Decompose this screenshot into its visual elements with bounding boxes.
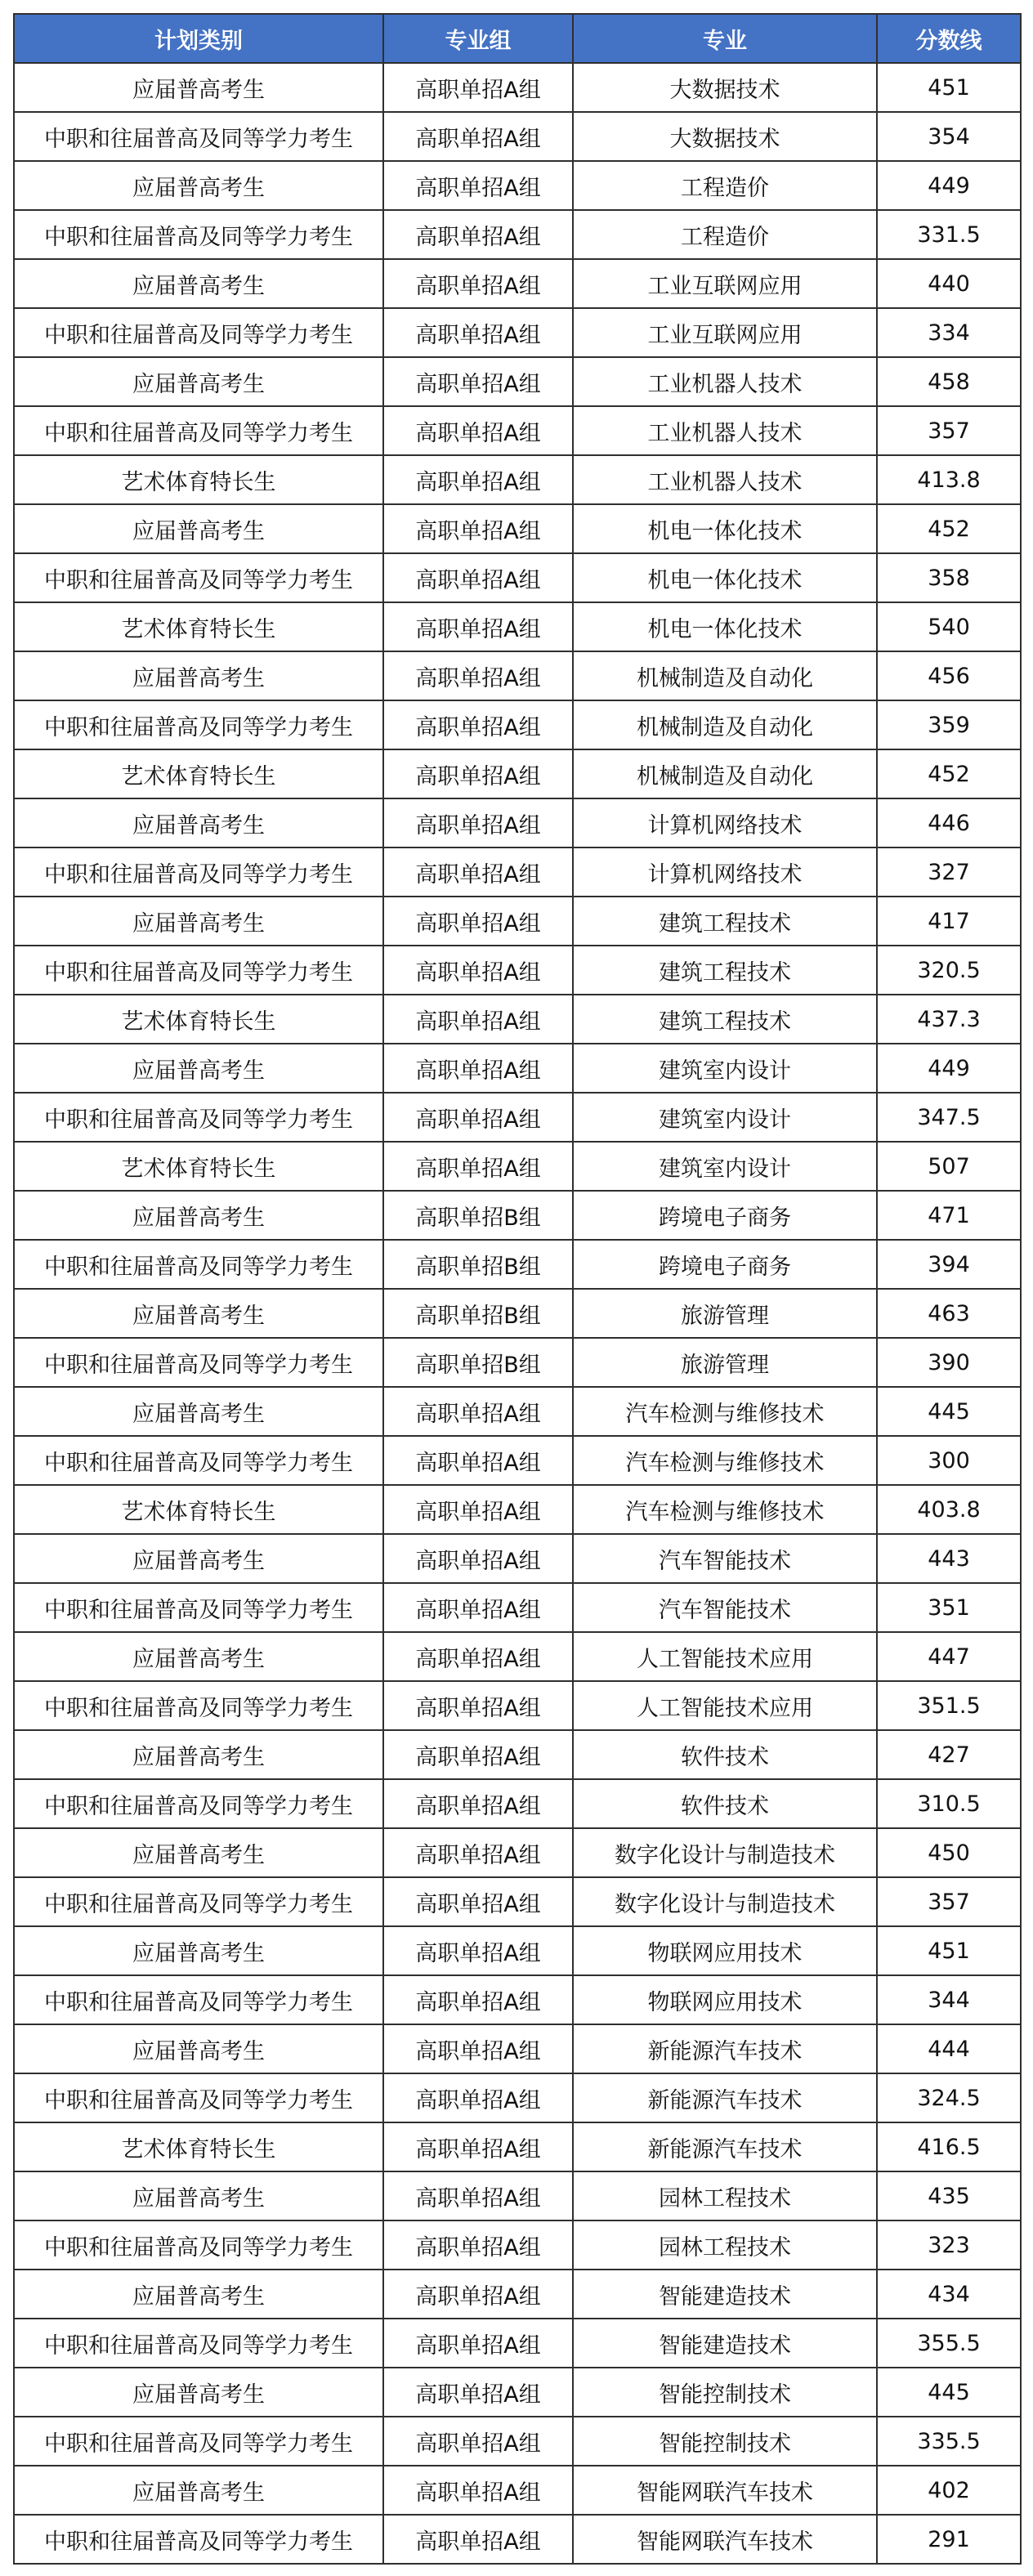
- table-row: [14, 700, 1021, 749]
- table-row: [14, 259, 1021, 308]
- cell-score-line: 413.8: [877, 455, 1021, 504]
- table-row: [14, 1730, 1021, 1779]
- cell-score-line: 451: [877, 1926, 1021, 1975]
- cell-major-group: 高职单招A组: [383, 946, 573, 995]
- cell-major-group: 高职单招A组: [383, 1093, 573, 1142]
- table-header: [14, 14, 1021, 63]
- cell-major-group: 高职单招A组: [383, 2515, 573, 2564]
- table-row: [14, 210, 1021, 259]
- cell-major-group: 高职单招A组: [383, 798, 573, 847]
- table-row: [14, 2220, 1021, 2270]
- cell-major: 智能控制技术: [573, 2368, 877, 2417]
- table-body: [14, 63, 1021, 2564]
- cell-major-group: 高职单招A组: [383, 2417, 573, 2466]
- header-major: 专业: [573, 14, 877, 63]
- cell-plan-category: 应届普高考生: [14, 2368, 383, 2417]
- cell-major: 人工智能技术应用: [573, 1681, 877, 1730]
- table-row: [14, 1779, 1021, 1828]
- cell-score-line: 300: [877, 1436, 1021, 1485]
- cell-score-line: 443: [877, 1534, 1021, 1583]
- cell-score-line: 458: [877, 357, 1021, 406]
- table-row: [14, 2466, 1021, 2515]
- cell-major: 新能源汽车技术: [573, 2122, 877, 2171]
- cell-plan-category: 中职和往届普高及同等学力考生: [14, 210, 383, 259]
- cell-major-group: 高职单招A组: [383, 1730, 573, 1779]
- cell-score-line: 394: [877, 1240, 1021, 1289]
- cell-major-group: 高职单招A组: [383, 63, 573, 112]
- cell-plan-category: 中职和往届普高及同等学力考生: [14, 308, 383, 357]
- cell-score-line: 456: [877, 651, 1021, 700]
- table-row: [14, 602, 1021, 651]
- cell-score-line: 447: [877, 1632, 1021, 1681]
- cell-major-group: 高职单招A组: [383, 1975, 573, 2024]
- cell-major: 工业机器人技术: [573, 406, 877, 455]
- cell-major: 数字化设计与制造技术: [573, 1877, 877, 1926]
- cell-score-line: 351.5: [877, 1681, 1021, 1730]
- table-row: [14, 1191, 1021, 1240]
- cell-score-line: 452: [877, 504, 1021, 553]
- table-row: [14, 1583, 1021, 1632]
- cell-major: 数字化设计与制造技术: [573, 1828, 877, 1877]
- cell-major: 工程造价: [573, 161, 877, 210]
- cell-major: 智能网联汽车技术: [573, 2466, 877, 2515]
- cell-major: 智能控制技术: [573, 2417, 877, 2466]
- cell-major: 汽车检测与维修技术: [573, 1387, 877, 1436]
- cell-score-line: 445: [877, 1387, 1021, 1436]
- cell-major: 园林工程技术: [573, 2220, 877, 2270]
- score-table-page: [13, 13, 1020, 2565]
- cell-major-group: 高职单招A组: [383, 749, 573, 798]
- table-row: [14, 112, 1021, 161]
- table-row: [14, 1387, 1021, 1436]
- cell-score-line: 358: [877, 553, 1021, 602]
- cell-major-group: 高职单招A组: [383, 1485, 573, 1534]
- cell-major-group: 高职单招A组: [383, 2220, 573, 2270]
- cell-score-line: 331.5: [877, 210, 1021, 259]
- cell-major: 跨境电子商务: [573, 1191, 877, 1240]
- table-row: [14, 1926, 1021, 1975]
- cell-major-group: 高职单招A组: [383, 210, 573, 259]
- cell-major: 物联网应用技术: [573, 1975, 877, 2024]
- table-row: [14, 1240, 1021, 1289]
- cell-score-line: 347.5: [877, 1093, 1021, 1142]
- cell-major: 计算机网络技术: [573, 798, 877, 847]
- cell-plan-category: 中职和往届普高及同等学力考生: [14, 2073, 383, 2122]
- cell-plan-category: 应届普高考生: [14, 2270, 383, 2319]
- table-row: [14, 553, 1021, 602]
- cell-major: 计算机网络技术: [573, 847, 877, 897]
- cell-major: 物联网应用技术: [573, 1926, 877, 1975]
- cell-major-group: 高职单招A组: [383, 1681, 573, 1730]
- cell-major-group: 高职单招A组: [383, 455, 573, 504]
- cell-score-line: 445: [877, 2368, 1021, 2417]
- cell-major-group: 高职单招A组: [383, 2122, 573, 2171]
- cell-major-group: 高职单招A组: [383, 1436, 573, 1485]
- cell-plan-category: 中职和往届普高及同等学力考生: [14, 1681, 383, 1730]
- table-row: [14, 1142, 1021, 1191]
- cell-score-line: 437.3: [877, 995, 1021, 1044]
- cell-score-line: 440: [877, 259, 1021, 308]
- table-row: [14, 995, 1021, 1044]
- cell-score-line: 354: [877, 112, 1021, 161]
- cell-plan-category: 中职和往届普高及同等学力考生: [14, 2515, 383, 2564]
- cell-score-line: 417: [877, 897, 1021, 946]
- table-row: [14, 1044, 1021, 1093]
- cell-score-line: 471: [877, 1191, 1021, 1240]
- cell-major-group: 高职单招A组: [383, 651, 573, 700]
- cell-major: 建筑室内设计: [573, 1142, 877, 1191]
- table-row: [14, 1289, 1021, 1338]
- table-row: [14, 1093, 1021, 1142]
- cell-major: 大数据技术: [573, 63, 877, 112]
- table-row: [14, 847, 1021, 897]
- cell-score-line: 449: [877, 161, 1021, 210]
- table-row: [14, 897, 1021, 946]
- cell-score-line: 334: [877, 308, 1021, 357]
- cell-plan-category: 中职和往届普高及同等学力考生: [14, 1093, 383, 1142]
- cell-score-line: 310.5: [877, 1779, 1021, 1828]
- cell-major: 汽车智能技术: [573, 1534, 877, 1583]
- table-row: [14, 946, 1021, 995]
- cell-plan-category: 艺术体育特长生: [14, 455, 383, 504]
- cell-plan-category: 应届普高考生: [14, 2171, 383, 2220]
- cell-plan-category: 应届普高考生: [14, 357, 383, 406]
- cell-major-group: 高职单招B组: [383, 1240, 573, 1289]
- cell-major-group: 高职单招A组: [383, 995, 573, 1044]
- cell-plan-category: 中职和往届普高及同等学力考生: [14, 406, 383, 455]
- cell-major: 机械制造及自动化: [573, 700, 877, 749]
- cell-major: 建筑工程技术: [573, 946, 877, 995]
- table-row: [14, 2073, 1021, 2122]
- cell-major-group: 高职单招A组: [383, 406, 573, 455]
- cell-score-line: 291: [877, 2515, 1021, 2564]
- cell-major-group: 高职单招B组: [383, 1289, 573, 1338]
- cell-major-group: 高职单招A组: [383, 1926, 573, 1975]
- cell-score-line: 324.5: [877, 2073, 1021, 2122]
- cell-score-line: 451: [877, 63, 1021, 112]
- cell-plan-category: 应届普高考生: [14, 798, 383, 847]
- cell-major-group: 高职单招B组: [383, 1338, 573, 1387]
- table-row: [14, 455, 1021, 504]
- cell-major-group: 高职单招A组: [383, 1044, 573, 1093]
- cell-plan-category: 应届普高考生: [14, 1534, 383, 1583]
- cell-major: 工业机器人技术: [573, 455, 877, 504]
- table-row: [14, 2319, 1021, 2368]
- cell-plan-category: 应届普高考生: [14, 161, 383, 210]
- cell-plan-category: 中职和往届普高及同等学力考生: [14, 2220, 383, 2270]
- cell-major-group: 高职单招A组: [383, 2319, 573, 2368]
- cell-major-group: 高职单招A组: [383, 112, 573, 161]
- cell-score-line: 323: [877, 2220, 1021, 2270]
- header-row: [14, 14, 1021, 63]
- cell-score-line: 416.5: [877, 2122, 1021, 2171]
- cell-major-group: 高职单招A组: [383, 2270, 573, 2319]
- table-row: [14, 1877, 1021, 1926]
- cell-plan-category: 应届普高考生: [14, 2466, 383, 2515]
- cell-major: 工业互联网应用: [573, 259, 877, 308]
- cell-plan-category: 中职和往届普高及同等学力考生: [14, 2417, 383, 2466]
- cell-score-line: 403.8: [877, 1485, 1021, 1534]
- table-row: [14, 1338, 1021, 1387]
- cell-score-line: 359: [877, 700, 1021, 749]
- cell-major-group: 高职单招A组: [383, 700, 573, 749]
- cell-plan-category: 应届普高考生: [14, 1828, 383, 1877]
- cell-major-group: 高职单招A组: [383, 1632, 573, 1681]
- cell-plan-category: 应届普高考生: [14, 1730, 383, 1779]
- cell-major: 建筑室内设计: [573, 1093, 877, 1142]
- table-row: [14, 1828, 1021, 1877]
- table-row: [14, 1975, 1021, 2024]
- table-row: [14, 2171, 1021, 2220]
- cell-major: 新能源汽车技术: [573, 2073, 877, 2122]
- cell-score-line: 344: [877, 1975, 1021, 2024]
- cell-major-group: 高职单招A组: [383, 1142, 573, 1191]
- cell-score-line: 320.5: [877, 946, 1021, 995]
- header-major-group: 专业组: [383, 14, 573, 63]
- cell-major-group: 高职单招A组: [383, 1877, 573, 1926]
- cell-plan-category: 中职和往届普高及同等学力考生: [14, 1240, 383, 1289]
- cell-plan-category: 中职和往届普高及同等学力考生: [14, 847, 383, 897]
- cell-plan-category: 艺术体育特长生: [14, 1142, 383, 1191]
- cell-major: 建筑工程技术: [573, 995, 877, 1044]
- table-row: [14, 1485, 1021, 1534]
- cell-major: 汽车检测与维修技术: [573, 1485, 877, 1534]
- cell-plan-category: 中职和往届普高及同等学力考生: [14, 1583, 383, 1632]
- cell-major: 机械制造及自动化: [573, 651, 877, 700]
- cell-major: 机电一体化技术: [573, 504, 877, 553]
- cell-plan-category: 中职和往届普高及同等学力考生: [14, 946, 383, 995]
- cell-plan-category: 艺术体育特长生: [14, 602, 383, 651]
- cell-major-group: 高职单招A组: [383, 2024, 573, 2073]
- cell-score-line: 355.5: [877, 2319, 1021, 2368]
- table-row: [14, 2024, 1021, 2073]
- cell-plan-category: 中职和往届普高及同等学力考生: [14, 1436, 383, 1485]
- cell-major-group: 高职单招B组: [383, 1191, 573, 1240]
- cell-major: 工业互联网应用: [573, 308, 877, 357]
- table-row: [14, 161, 1021, 210]
- table-row: [14, 504, 1021, 553]
- cell-plan-category: 中职和往届普高及同等学力考生: [14, 2319, 383, 2368]
- cell-score-line: 540: [877, 602, 1021, 651]
- cell-major: 智能网联汽车技术: [573, 2515, 877, 2564]
- cell-score-line: 449: [877, 1044, 1021, 1093]
- table-row: [14, 308, 1021, 357]
- table-row: [14, 2515, 1021, 2564]
- cell-plan-category: 中职和往届普高及同等学力考生: [14, 1877, 383, 1926]
- cell-major: 软件技术: [573, 1730, 877, 1779]
- cell-major-group: 高职单招A组: [383, 2466, 573, 2515]
- cell-plan-category: 应届普高考生: [14, 1289, 383, 1338]
- header-plan-category: 计划类别: [14, 14, 383, 63]
- cell-score-line: 427: [877, 1730, 1021, 1779]
- cell-major: 旅游管理: [573, 1338, 877, 1387]
- table-row: [14, 2417, 1021, 2466]
- cell-major-group: 高职单招A组: [383, 1387, 573, 1436]
- cell-plan-category: 应届普高考生: [14, 1926, 383, 1975]
- cell-major-group: 高职单招A组: [383, 504, 573, 553]
- cell-major: 人工智能技术应用: [573, 1632, 877, 1681]
- cell-plan-category: 中职和往届普高及同等学力考生: [14, 1975, 383, 2024]
- cell-plan-category: 应届普高考生: [14, 1191, 383, 1240]
- cell-major: 旅游管理: [573, 1289, 877, 1338]
- cell-major: 机械制造及自动化: [573, 749, 877, 798]
- cell-major-group: 高职单招A组: [383, 2073, 573, 2122]
- cell-major: 软件技术: [573, 1779, 877, 1828]
- cell-major-group: 高职单招A组: [383, 897, 573, 946]
- cell-major: 工业机器人技术: [573, 357, 877, 406]
- cell-major-group: 高职单招A组: [383, 357, 573, 406]
- cell-score-line: 444: [877, 2024, 1021, 2073]
- cell-plan-category: 应届普高考生: [14, 2024, 383, 2073]
- cell-plan-category: 应届普高考生: [14, 1387, 383, 1436]
- header-score-line: 分数线: [877, 14, 1021, 63]
- cell-score-line: 327: [877, 847, 1021, 897]
- cell-score-line: 452: [877, 749, 1021, 798]
- table-row: [14, 1681, 1021, 1730]
- table-row: [14, 798, 1021, 847]
- cell-major-group: 高职单招A组: [383, 553, 573, 602]
- cell-major-group: 高职单招A组: [383, 308, 573, 357]
- cell-plan-category: 应届普高考生: [14, 897, 383, 946]
- cell-plan-category: 应届普高考生: [14, 1632, 383, 1681]
- cell-major: 跨境电子商务: [573, 1240, 877, 1289]
- table-row: [14, 2270, 1021, 2319]
- cell-major: 汽车智能技术: [573, 1583, 877, 1632]
- table-row: [14, 1632, 1021, 1681]
- cell-major: 园林工程技术: [573, 2171, 877, 2220]
- table-row: [14, 406, 1021, 455]
- cell-score-line: 357: [877, 406, 1021, 455]
- cell-major-group: 高职单招A组: [383, 1583, 573, 1632]
- cell-plan-category: 艺术体育特长生: [14, 995, 383, 1044]
- cell-major: 机电一体化技术: [573, 553, 877, 602]
- cell-plan-category: 艺术体育特长生: [14, 1485, 383, 1534]
- cell-score-line: 402: [877, 2466, 1021, 2515]
- cell-major-group: 高职单招A组: [383, 259, 573, 308]
- cell-score-line: 435: [877, 2171, 1021, 2220]
- cell-major: 智能建造技术: [573, 2319, 877, 2368]
- cell-major: 新能源汽车技术: [573, 2024, 877, 2073]
- cell-major-group: 高职单招A组: [383, 1828, 573, 1877]
- cell-score-line: 446: [877, 798, 1021, 847]
- cell-plan-category: 艺术体育特长生: [14, 2122, 383, 2171]
- cell-score-line: 390: [877, 1338, 1021, 1387]
- score-table: [13, 13, 1022, 2565]
- table-row: [14, 1534, 1021, 1583]
- cell-plan-category: 中职和往届普高及同等学力考生: [14, 1779, 383, 1828]
- cell-score-line: 434: [877, 2270, 1021, 2319]
- cell-plan-category: 应届普高考生: [14, 63, 383, 112]
- cell-major: 智能建造技术: [573, 2270, 877, 2319]
- table-row: [14, 651, 1021, 700]
- cell-plan-category: 艺术体育特长生: [14, 749, 383, 798]
- cell-major-group: 高职单招A组: [383, 602, 573, 651]
- cell-plan-category: 中职和往届普高及同等学力考生: [14, 112, 383, 161]
- cell-score-line: 463: [877, 1289, 1021, 1338]
- cell-major: 工程造价: [573, 210, 877, 259]
- cell-major: 建筑工程技术: [573, 897, 877, 946]
- cell-plan-category: 应届普高考生: [14, 259, 383, 308]
- cell-score-line: 507: [877, 1142, 1021, 1191]
- cell-score-line: 351: [877, 1583, 1021, 1632]
- cell-major: 机电一体化技术: [573, 602, 877, 651]
- cell-plan-category: 应届普高考生: [14, 651, 383, 700]
- cell-major: 建筑室内设计: [573, 1044, 877, 1093]
- table-row: [14, 2368, 1021, 2417]
- cell-score-line: 450: [877, 1828, 1021, 1877]
- cell-plan-category: 应届普高考生: [14, 1044, 383, 1093]
- cell-major: 汽车检测与维修技术: [573, 1436, 877, 1485]
- cell-major-group: 高职单招A组: [383, 1779, 573, 1828]
- cell-major: 大数据技术: [573, 112, 877, 161]
- cell-major-group: 高职单招A组: [383, 1534, 573, 1583]
- cell-score-line: 357: [877, 1877, 1021, 1926]
- cell-plan-category: 中职和往届普高及同等学力考生: [14, 1338, 383, 1387]
- table-row: [14, 63, 1021, 112]
- cell-score-line: 335.5: [877, 2417, 1021, 2466]
- cell-major-group: 高职单招A组: [383, 847, 573, 897]
- table-row: [14, 357, 1021, 406]
- table-row: [14, 1436, 1021, 1485]
- cell-plan-category: 应届普高考生: [14, 504, 383, 553]
- table-row: [14, 749, 1021, 798]
- table-row: [14, 2122, 1021, 2171]
- cell-plan-category: 中职和往届普高及同等学力考生: [14, 700, 383, 749]
- cell-plan-category: 中职和往届普高及同等学力考生: [14, 553, 383, 602]
- cell-major-group: 高职单招A组: [383, 2171, 573, 2220]
- cell-major-group: 高职单招A组: [383, 161, 573, 210]
- cell-major-group: 高职单招A组: [383, 2368, 573, 2417]
